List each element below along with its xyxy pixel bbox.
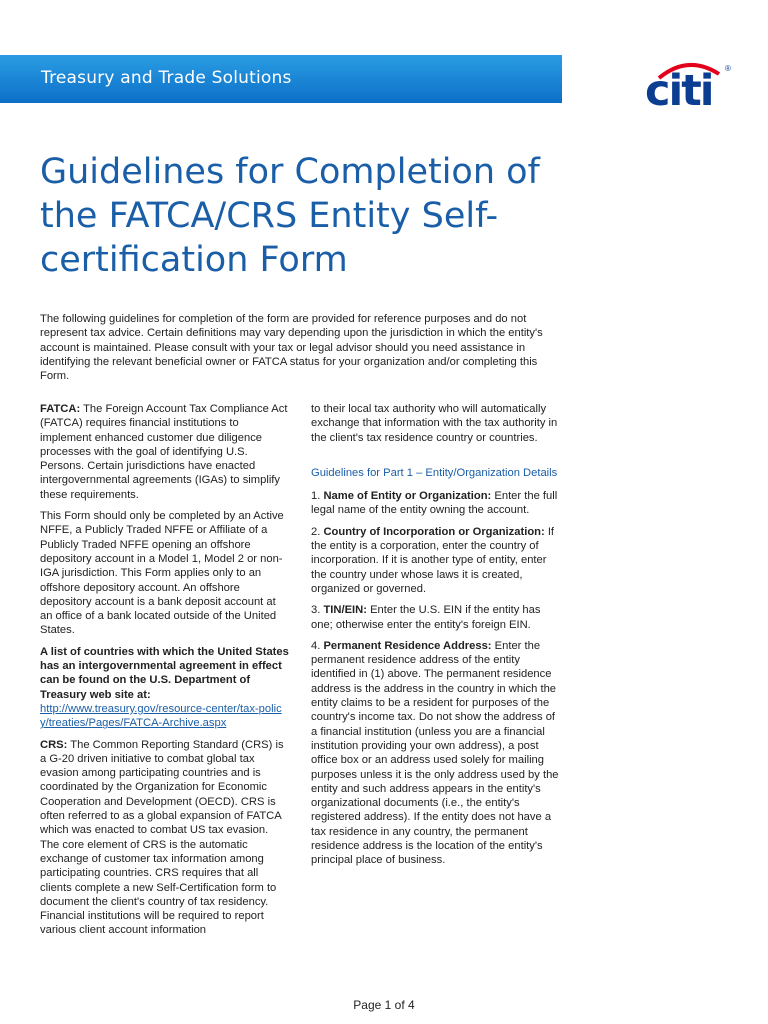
crs-paragraph (40, 738, 290, 938)
logo-wordmark: citi (645, 66, 713, 116)
item-country-of-incorporation: 2. Country of Incorporation or Organization: If the entity is a corporation, enter the country of incorporation. If it is another type of entity, enter the country under whose laws it is created, organized or governed. (311, 525, 555, 595)
crs-continuation: to their local tax authority who will automatically exchange that information with the tax authority in the client's tax residence country or countries. (311, 403, 558, 444)
citi-logo (645, 60, 731, 116)
item-name-of-entity: 1. Name of Entity or Organization: Enter the full legal name of the entity owning the account. (311, 490, 558, 517)
item-tin-ein: 3. TIN/EIN: Enter the U.S. EIN if the entity has one; otherwise enter the entity's foreign EIN. (311, 604, 541, 631)
page-number: Page 1 of 4 (353, 998, 415, 1012)
fatca-label: FATCA: (40, 403, 81, 415)
part1-heading: Guidelines for Part 1 – Entity/Organization Details (311, 466, 558, 479)
form-scope-paragraph: This Form should only be completed by an Active NFFE, a Publicly Traded NFFE or Affiliate of a Publicly Traded NFFE opening an offshore depository account in a Model 1, Model 2 or non-IGA jurisdiction. This Form applies only to an offshore depository account. An offshore depository account is a bank deposit account at an office of a bank located outside of the United States. (40, 510, 284, 637)
intro-paragraph: The following guidelines for completion of the form are provided for reference purposes and do not represent tax advice. Certain definitions may vary depending upon the jurisdiction in which the entity's account is maintained. Please consult with your tax or legal advisor should you need assistance in identifying the relevant beneficial owner or FATCA status for your organization and/or completing this Form. (40, 313, 543, 383)
document-title: Guidelines for Completion of the FATCA/CRS Entity Self-certification Form (40, 152, 540, 280)
item-permanent-address: 4. Permanent Residence Address: Enter the permanent residence address of the entity identified in (1) above. The permanent residence address is the address in the country in which the entity claims to be a resident for purposes of the country's income tax. Do not show the address of a financial institution (unless you are a financial institution providing your own address), a post office box or an address used solely for mailing purposes unless it is the only address used by the entity and such address appears in the entity's organizational documents (i.e., the entity's registered address). If the entity does not have a tax residence in any country, the permanent residence address is the location of the entity's principal place of business. (311, 639, 559, 867)
fatca-text: The Foreign Account Tax Compliance Act (FATCA) requires financial institutions to implement enhanced customer due diligence processes with the goal of identifying U.S. Persons. Certain jurisdictions have enacted intergovernmental agreements (IGAs) to simplify these requirements. (40, 403, 288, 501)
banner-title: Treasury and Trade Solutions (41, 68, 292, 88)
logo-registered-mark: ® (725, 64, 731, 73)
right-column (311, 402, 563, 875)
header-banner (0, 55, 562, 103)
crs-label: CRS: (40, 738, 68, 751)
fatca-paragraph (40, 402, 290, 502)
igas-list-text: A list of countries with which the United States has an intergovernmental agreement in effect can be found on the U.S. Department of Treasury web site at: (40, 645, 289, 701)
left-column (40, 402, 290, 945)
igas-list-paragraph (40, 645, 290, 731)
crs-text: The Common Reporting Standard (CRS) is a G-20 driven initiative to combat global tax evasion among participating countries and is coordinated by the Organization for Economic Cooperation and Development (OECD). CRS is often referred to as a global expansion of FATCA which was enacted to combat US tax evasion. The core element of CRS is the automatic exchange of customer tax information among participating countries. CRS requires that all clients complete a new Self-Certification form to document the client's country of tax residency. Financial institutions will be required to report various client account information (40, 738, 284, 937)
treasury-link[interactable]: http://www.treasury.gov/resource-center/tax-policy/treaties/Pages/FATCA-Archive.aspx (40, 702, 282, 730)
